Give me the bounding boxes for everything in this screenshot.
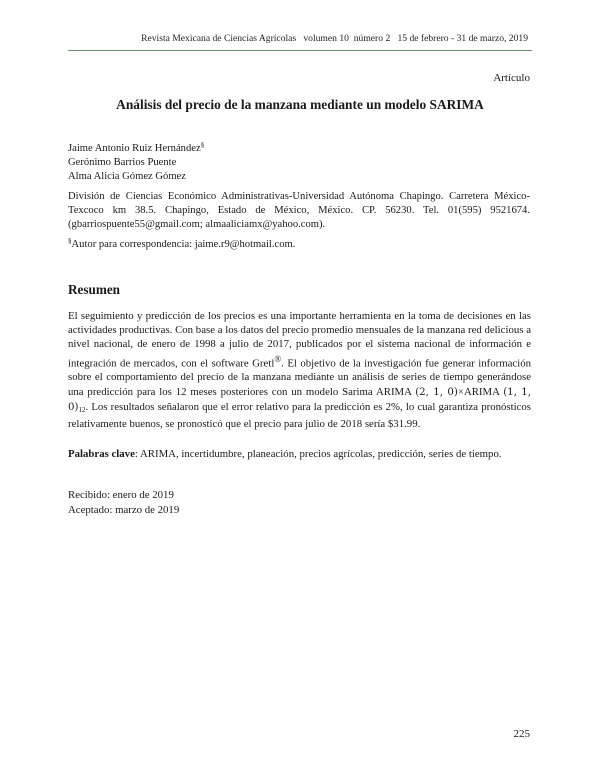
model-order: (1, 1, 0) bbox=[68, 386, 531, 413]
correspondence-note: §Autor para correspondencia: jaime.r9@hotmail.com. bbox=[68, 237, 296, 250]
running-header bbox=[0, 33, 528, 44]
author: Jaime Antonio Ruiz Hernández§ bbox=[68, 141, 205, 154]
author: Gerónimo Barrios Puente bbox=[68, 157, 177, 168]
accepted-date: Aceptado: marzo de 2019 bbox=[68, 503, 180, 516]
journal-number: número 2 bbox=[353, 33, 391, 44]
page-number: 225 bbox=[513, 728, 530, 740]
abstract-heading: Resumen bbox=[68, 282, 121, 297]
abstract-body: El seguimiento y predicción de los precios es una importante herramienta en la toma de decisiones en las actividades productivas. Con base a los datos del precio promedio mensuales de la manzana red delicious a nivel nacional, de enero de 1998 a julio de 2017, publicados por el sistema nacional de información e integración de mercados, con el software Gretl®. El objetivo de la investigación fue generar información sobre el comportamiento del precio de la manzana mediante un análisis de series de tiempo generándose una predicción para los 12 meses posteriores con un modelo Sarima ARIMA (2, 1, 0)×ARIMA (1, 1, $0)_{12}$. Los resultados señalaron que el error relativo para la predicción es 2%, lo cual garantiza pronósticos relativamente buenos, se pronosticó que el precio para julio de 2018 sería $31.99. bbox=[68, 310, 531, 431]
author-list bbox=[68, 138, 204, 184]
keywords-label: Palabras clave bbox=[68, 448, 135, 460]
submission-dates bbox=[68, 488, 179, 517]
keywords: Palabras clave: ARIMA, incertidumbre, planeación, precios agrícolas, predicción, series de tiempo. bbox=[68, 448, 502, 460]
author: Alma Alicia Gómez Gómez bbox=[68, 171, 186, 182]
affiliation: División de Ciencias Económico Administrativas-Universidad Autónoma Chapingo. Carretera México-Texcoco km 38.5. Chapingo, Estado de México, México. CP. 56230. Tel. 01(595) 9521674. (gbarriospuente55@gmail.com; almaaliciamx@yahoo.com). bbox=[68, 191, 530, 230]
model-period: 12 bbox=[78, 405, 86, 414]
journal-name: Revista Mexicana de Ciencias Agrícolas bbox=[141, 33, 297, 44]
corresponding-mark: § bbox=[200, 141, 205, 149]
issue-dates: 15 de febrero - 31 de marzo, 2019 bbox=[397, 33, 528, 44]
paper-title: Análisis del precio de la manzana mediante un modelo SARIMA bbox=[116, 97, 484, 112]
corresponding-mark: § bbox=[68, 237, 72, 245]
header-divider bbox=[68, 50, 532, 51]
journal-volume: volumen 10 bbox=[303, 33, 349, 44]
model-seasonal-order: (2, 1, 0) bbox=[415, 386, 458, 398]
article-type: Artículo bbox=[493, 72, 530, 84]
registered-mark: ® bbox=[274, 353, 282, 364]
received-date: Recibido: enero de 2019 bbox=[68, 489, 174, 501]
